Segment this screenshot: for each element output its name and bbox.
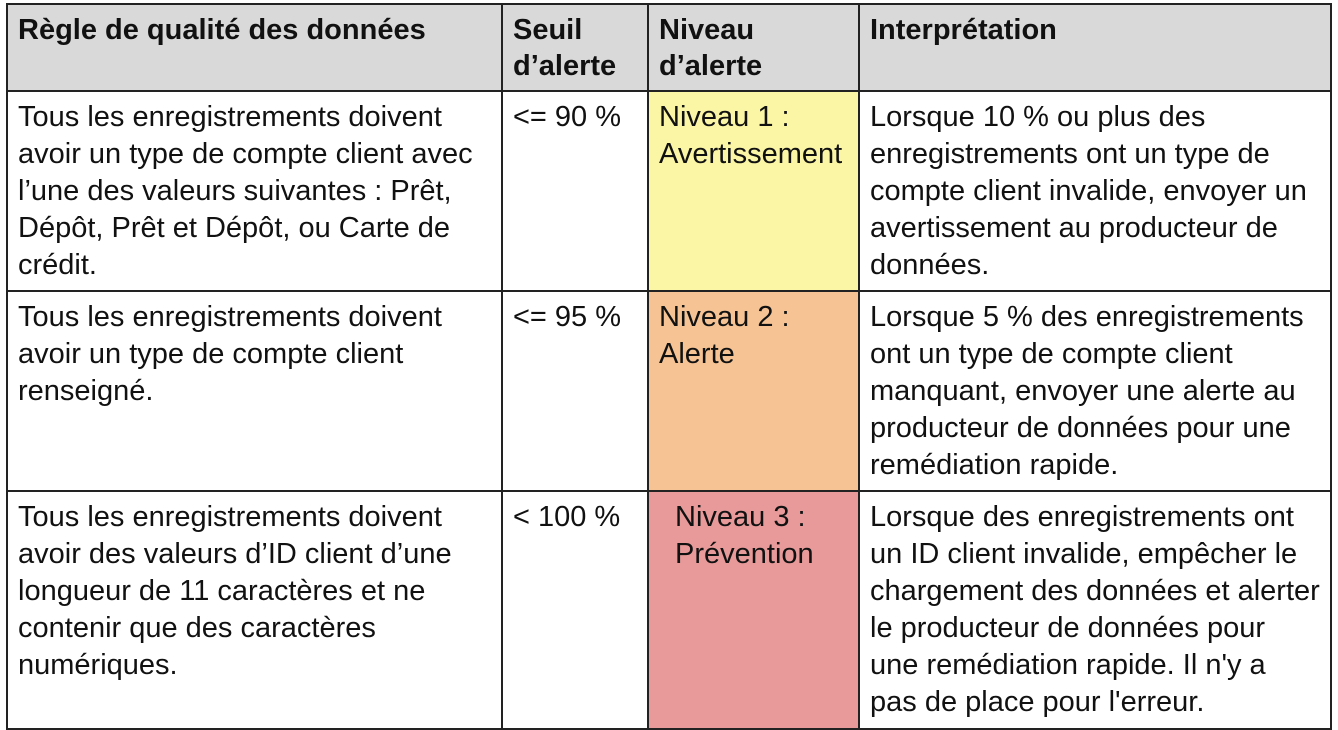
cell-threshold: <= 95 % (502, 291, 648, 491)
header-level: Niveau d’alerte (648, 4, 859, 91)
header-threshold: Seuil d’alerte (502, 4, 648, 91)
header-interpretation: Interprétation (859, 4, 1331, 91)
table-header-row (7, 4, 1331, 91)
cell-alert-level: Niveau 1 : Avertissement (648, 91, 859, 291)
data-quality-rules-table-container (6, 3, 1332, 723)
table-row (7, 291, 1331, 491)
cell-rule: Tous les enregistrements doivent avoir des valeurs d’ID client d’une longueur de 11 caractères et ne contenir que des caractères numériques. (7, 491, 502, 729)
cell-threshold: <= 90 % (502, 91, 648, 291)
cell-interpretation: Lorsque 10 % ou plus des enregistrements ont un type de compte client invalide, envoyer un avertissement au producteur de données. (859, 91, 1331, 291)
table-row (7, 91, 1331, 291)
cell-interpretation: Lorsque des enregistrements ont un ID client invalide, empêcher le chargement des données et alerter le producteur de données pour une remédiation rapide. Il n'y a pas de place pour l'erreur. (859, 491, 1331, 729)
cell-threshold: < 100 % (502, 491, 648, 729)
data-quality-rules-table (6, 3, 1332, 730)
cell-interpretation: Lorsque 5 % des enregistrements ont un type de compte client manquant, envoyer une alerte au producteur de données pour une remédiation rapide. (859, 291, 1331, 491)
header-rule: Règle de qualité des données (7, 4, 502, 91)
cell-rule: Tous les enregistrements doivent avoir un type de compte client avec l’une des valeurs suivantes : Prêt, Dépôt, Prêt et Dépôt, ou Carte de crédit. (7, 91, 502, 291)
cell-rule: Tous les enregistrements doivent avoir un type de compte client renseigné. (7, 291, 502, 491)
cell-alert-level: Niveau 2 : Alerte (648, 291, 859, 491)
table-row (7, 491, 1331, 729)
cell-alert-level: Niveau 3 : Prévention (648, 491, 859, 729)
